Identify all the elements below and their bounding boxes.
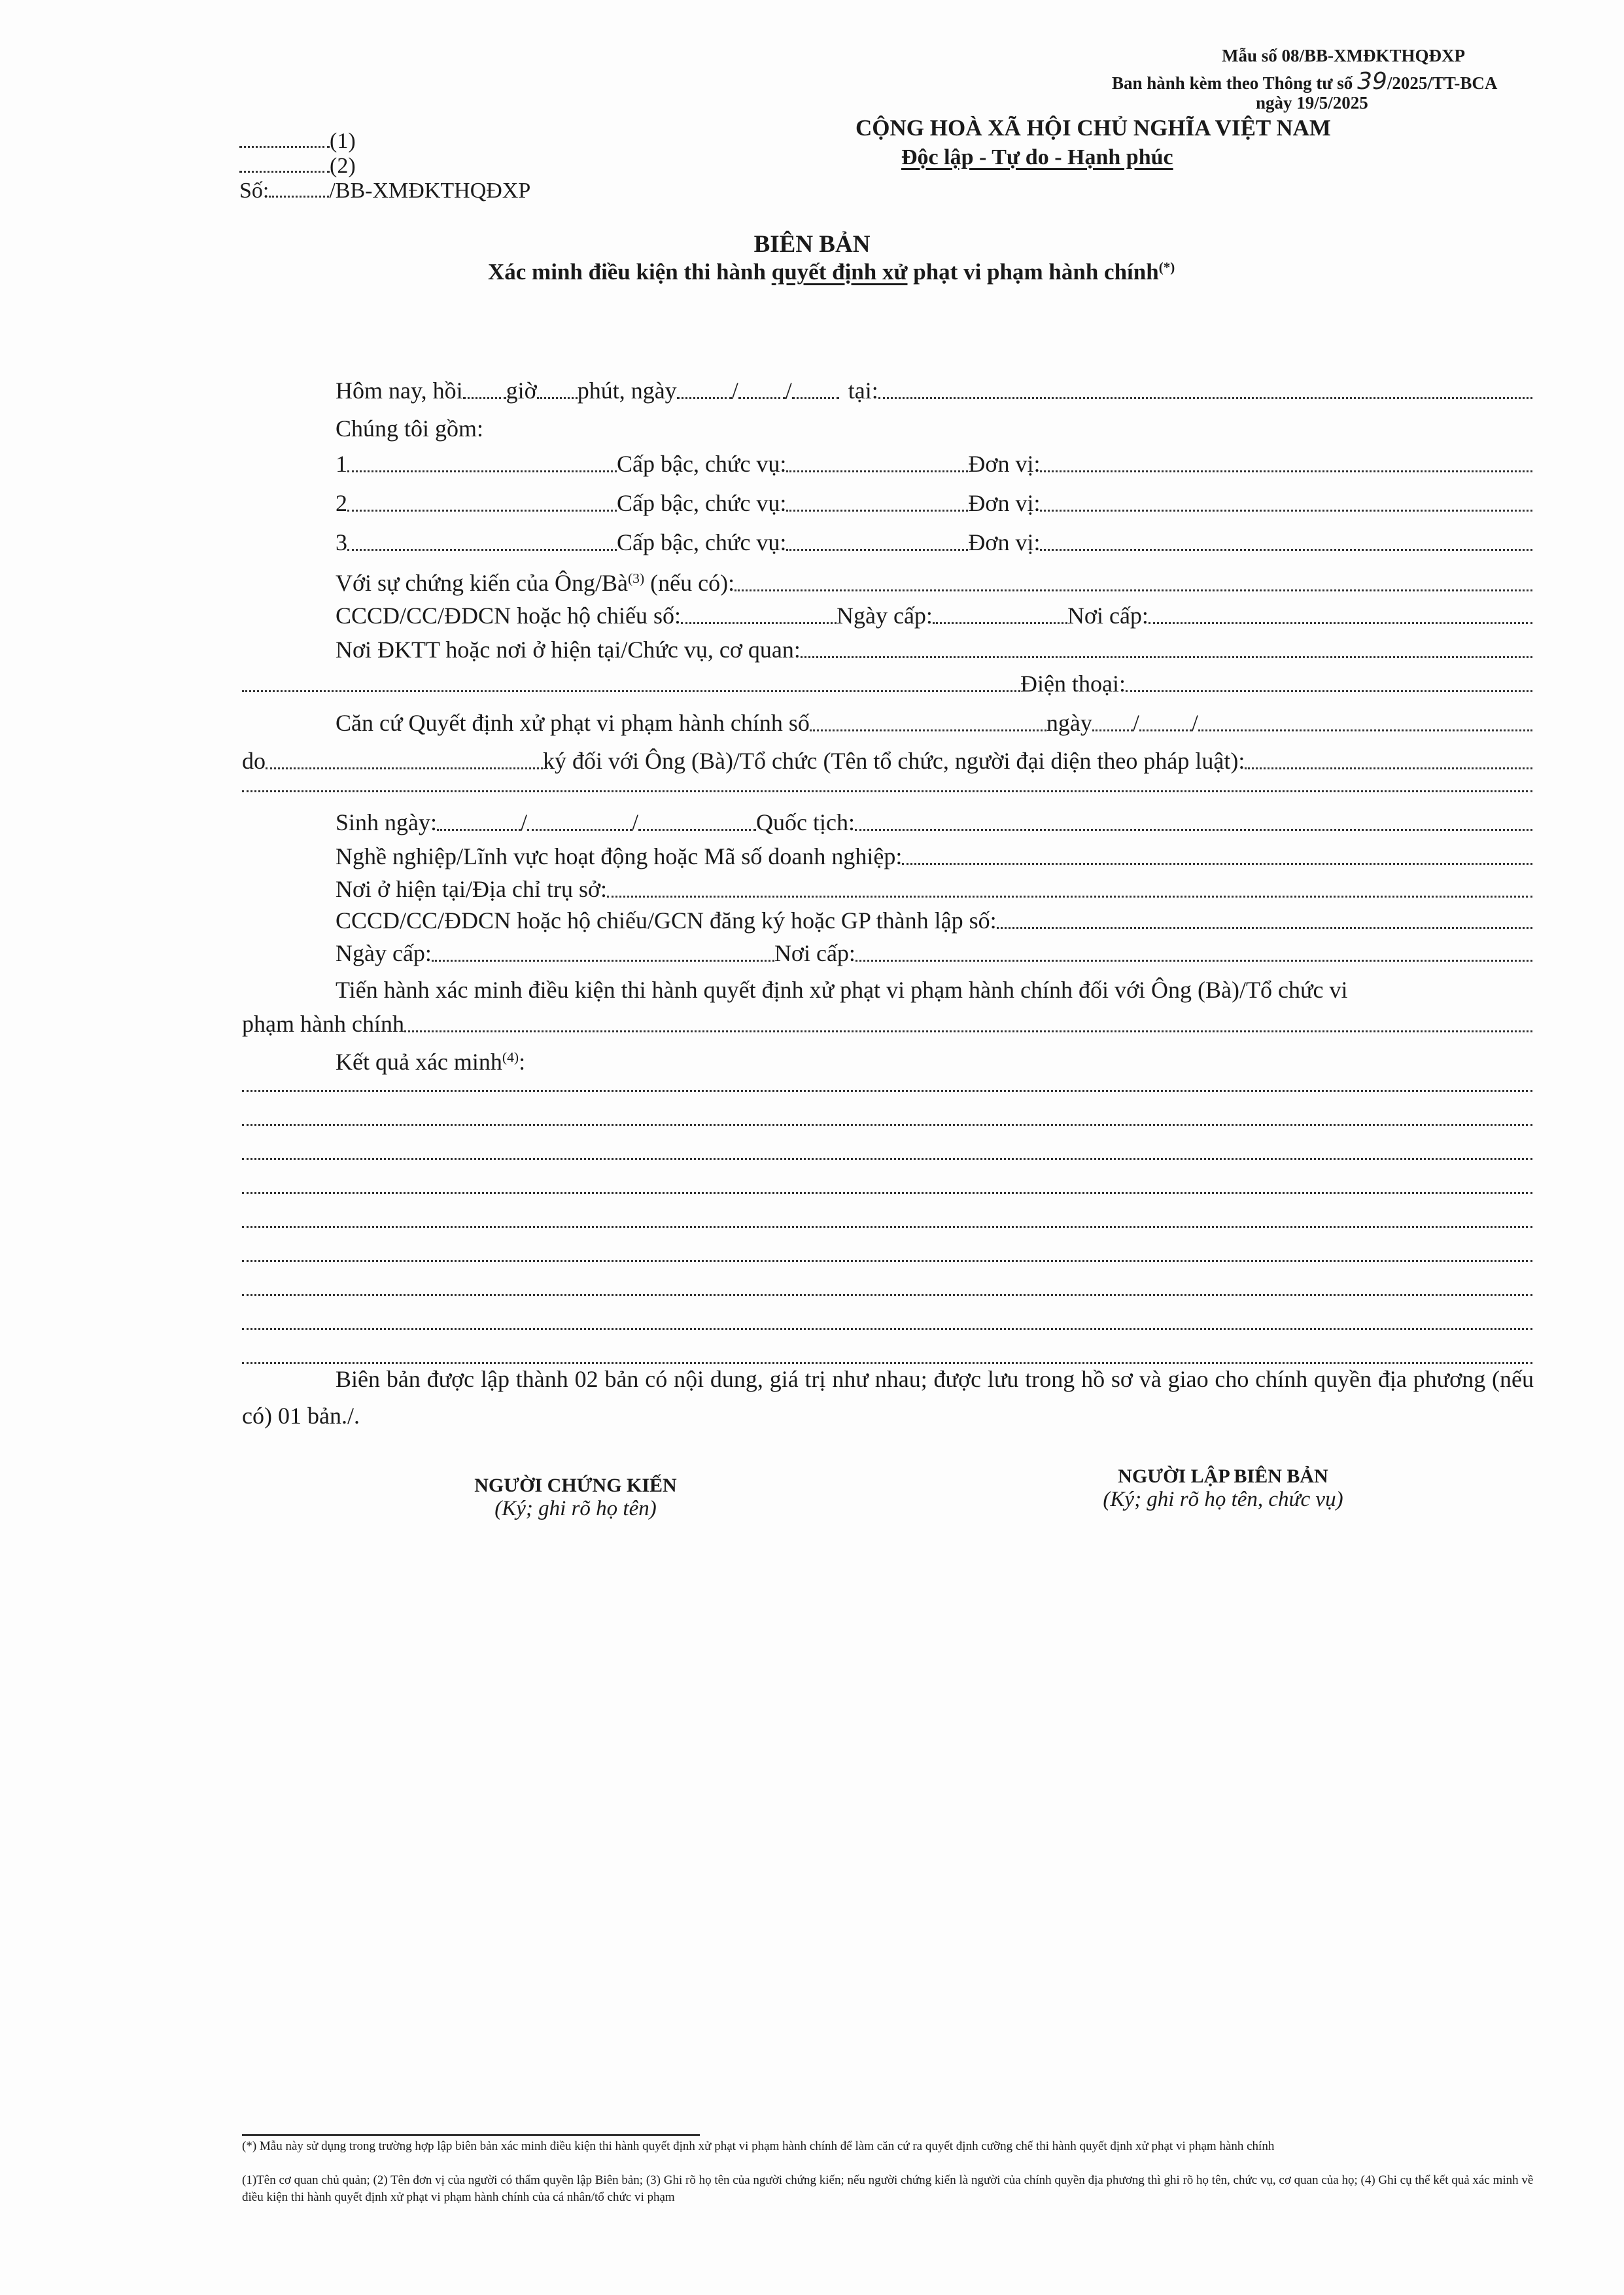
field-year[interactable] (792, 397, 839, 399)
document-number (239, 178, 530, 204)
label-dob-slash-2: / (632, 809, 639, 835)
row-member-2 (336, 484, 1532, 517)
label-today: Hôm nay, hồi (336, 377, 463, 404)
result-footnote-mark: (4) (502, 1049, 519, 1066)
row-registration (336, 902, 1532, 934)
label-members: Chúng tôi gồm: (336, 415, 484, 442)
footnote-numbered: (1)Tên cơ quan chủ quản; (2) Tên đơn vị của người có thẩm quyền lập Biên bản; (3) Ghi rõ họ tên của người chứng kiến; nếu người chứng kiến là người của chính quyền địa phương thì ghi rõ họ tên, chức vụ, cơ quan của họ; (4) Ghi cụ thể kết quả xác minh về điều kiện thi hành quyết định xử phạt vi phạm hành chính của cá nhân/tổ chức vi phạm (242, 2173, 1534, 2204)
field-witness-issue-place[interactable] (1149, 622, 1532, 624)
row-witness-id (336, 597, 1532, 629)
field-member-1-name[interactable] (347, 470, 617, 472)
agency-ref-2: (2) (330, 154, 356, 178)
label-member-3-rank: Cấp bậc, chức vụ: (617, 529, 787, 555)
field-witness-name[interactable] (734, 589, 1532, 591)
row-address (336, 870, 1532, 903)
field-dob-month[interactable] (527, 829, 632, 831)
label-decision: Căn cứ Quyết định xử phạt vi phạm hành chính số (336, 710, 810, 736)
field-reg-issue-date[interactable] (432, 960, 774, 962)
field-violator-name-cont[interactable] (242, 790, 1532, 792)
field-witness-issue-date[interactable] (933, 622, 1067, 624)
field-result-line-3[interactable] (242, 1158, 1532, 1160)
subtitle-part-1: Xác minh điều kiện thi hành (488, 259, 772, 285)
form-ref-prefix: Ban hành kèm theo Thông tư số (1112, 73, 1358, 93)
label-witness-residence: Nơi ĐKTT hoặc nơi ở hiện tại/Chức vụ, cơ quan: (336, 637, 801, 663)
agency-dots-1 (239, 129, 330, 148)
field-result-line-6[interactable] (242, 1260, 1532, 1262)
label-result (336, 1048, 525, 1076)
label-signed-for: ký đối với Ông (Bà)/Tổ chức (Tên tổ chức, người đại diện theo pháp luật): (543, 748, 1245, 774)
agency-dots-2 (239, 154, 330, 173)
maker-signature-block (1053, 1465, 1393, 1512)
maker-signature-note: (Ký; ghi rõ họ tên, chức vụ) (1103, 1488, 1343, 1511)
field-reg-issue-place[interactable] (855, 960, 1532, 962)
label-nationality: Quốc tịch: (756, 809, 855, 835)
label-member-3-unit: Đơn vị: (968, 529, 1041, 555)
label-dob: Sinh ngày: (336, 809, 438, 835)
label-registration: CCCD/CC/ĐDCN hoặc hộ chiếu/GCN đăng ký hoặc GP thành lập số: (336, 907, 997, 934)
label-slash-1: / (731, 377, 738, 404)
field-month[interactable] (738, 397, 786, 399)
text-proceed-line-1: Tiến hành xác minh điều kiện thi hành quyết định xử phạt vi phạm hành chính đối với Ông (Bà)/Tổ chức vi (336, 977, 1348, 1003)
footnote-star: (*) Mẫu này sử dụng trong trường hợp lập biên bản xác minh điều kiện thi hành quyết định xử phạt vi phạm hành chính để làm căn cứ ra quyết định cưỡng chế thi hành quyết định xử phạt vi phạm hành chính (242, 2139, 1275, 2153)
field-occupation[interactable] (902, 863, 1532, 865)
label-result-text: Kết quả xác minh (336, 1049, 502, 1075)
field-witness-residence-cont[interactable] (242, 690, 1020, 692)
field-place[interactable] (878, 397, 1532, 399)
label-address: Nơi ở hiện tại/Địa chỉ trụ sở: (336, 876, 608, 902)
maker-signature-title: NGƯỜI LẬP BIÊN BẢN (1118, 1465, 1328, 1487)
row-witness (336, 564, 1532, 597)
row-member-1 (336, 445, 1532, 478)
label-witness-issue-date: Ngày cấp: (837, 603, 933, 629)
field-day[interactable] (677, 397, 732, 399)
agency-ref-1: (1) (330, 129, 356, 153)
label-member-1: 1 (336, 451, 347, 477)
subtitle-footnote-mark: (*) (1158, 259, 1175, 275)
field-result-line-2[interactable] (242, 1124, 1532, 1126)
field-minute[interactable] (537, 397, 578, 399)
label-witness (336, 569, 734, 597)
field-dob-day[interactable] (437, 829, 521, 831)
field-registration-number[interactable] (997, 927, 1532, 929)
subtitle-underlined-part: quyết định xử (771, 259, 908, 285)
agency-line-2 (239, 153, 356, 179)
label-member-3: 3 (336, 529, 347, 555)
label-witness-id: CCCD/CC/ĐDCN hoặc hộ chiếu số: (336, 603, 681, 629)
field-member-3-unit[interactable] (1040, 549, 1532, 551)
field-result-line-5[interactable] (242, 1226, 1532, 1228)
field-result-line-1[interactable] (242, 1090, 1532, 1092)
field-member-2-unit[interactable] (1040, 510, 1532, 512)
label-witness-if-any: (nếu có): (644, 570, 735, 596)
row-witness-residence (336, 631, 1532, 663)
row-proceed-1 (336, 971, 1532, 1004)
field-violator-name[interactable] (1245, 767, 1532, 769)
label-slash-2: / (785, 377, 792, 404)
field-member-1-unit[interactable] (1040, 470, 1532, 472)
form-reference (1112, 68, 1497, 95)
field-address[interactable] (607, 896, 1532, 898)
field-witness-residence[interactable] (801, 656, 1532, 658)
field-member-1-rank[interactable] (786, 470, 968, 472)
field-decision-month[interactable] (1139, 729, 1192, 731)
field-hour[interactable] (463, 397, 506, 399)
label-occupation: Nghề nghiệp/Lĩnh vực hoạt động hoặc Mã số doanh nghiệp: (336, 843, 903, 869)
field-witness-id[interactable] (681, 622, 837, 624)
row-decision (336, 704, 1532, 737)
label-hour: giờ (506, 377, 537, 404)
row-time-place (336, 372, 1532, 404)
label-decision-date: ngày (1046, 710, 1092, 736)
field-nationality[interactable] (855, 829, 1532, 831)
field-result-line-7[interactable] (242, 1294, 1532, 1296)
form-code: Mẫu số 08/BB-XMĐKTHQĐXP (1221, 46, 1465, 65)
agency-line-1 (239, 128, 356, 154)
row-proceed-2 (242, 1005, 1532, 1038)
row-member-3 (336, 523, 1532, 556)
row-result-heading (336, 1043, 1532, 1076)
text-proceed-line-2: phạm hành chính (242, 1011, 404, 1037)
document-number-label: Số: (239, 179, 269, 203)
closing-paragraph: Biên bản được lập thành 02 bản có nội dung, giá trị như nhau; được lưu trong hồ sơ và giao cho chính quyền địa phương (nếu có) 01 bản./. (242, 1366, 1534, 1429)
field-dob-year[interactable] (638, 829, 756, 831)
field-result-line-8[interactable] (242, 1328, 1532, 1330)
label-dob-slash-1: / (521, 809, 528, 835)
field-decision-year[interactable] (1198, 729, 1532, 731)
row-registration-issue (336, 934, 1532, 967)
label-member-2: 2 (336, 490, 347, 516)
field-decision-number[interactable] (810, 729, 1046, 731)
field-member-3-rank[interactable] (786, 549, 968, 551)
field-member-3-name[interactable] (347, 549, 617, 551)
form-ref-suffix: /2025/TT-BCA (1387, 73, 1498, 93)
form-ref-handwritten-number: 39 (1357, 68, 1387, 95)
label-minute-day: phút, ngày (577, 377, 677, 404)
field-decision-signer[interactable] (266, 767, 543, 769)
label-by: do (242, 748, 266, 774)
label-result-colon: : (519, 1049, 526, 1075)
label-reg-issue-date: Ngày cấp: (336, 940, 432, 966)
document-number-dots (269, 179, 329, 198)
label-witness-text: Với sự chứng kiến của Ông/Bà (336, 570, 628, 596)
field-decision-day[interactable] (1092, 729, 1133, 731)
national-motto: Độc lập - Tự do - Hạnh phúc (901, 145, 1173, 169)
country-name: CỘNG HOÀ XÃ HỘI CHỦ NGHĨA VIỆT NAM (855, 115, 1331, 141)
field-member-2-rank[interactable] (786, 510, 968, 512)
document-subtitle (488, 259, 1175, 285)
document-title: BIÊN BẢN (753, 231, 871, 258)
witness-signature-note: (Ký; ghi rõ họ tên) (494, 1497, 657, 1520)
field-violation[interactable] (404, 1030, 1532, 1032)
row-occupation (336, 837, 1532, 870)
witness-footnote-mark: (3) (627, 570, 645, 587)
label-decision-slash-1: / (1132, 710, 1139, 736)
row-members-heading (336, 410, 1532, 442)
label-witness-issue-place: Nơi cấp: (1067, 603, 1149, 629)
subtitle-part-2: phạt vi phạm hành chính (907, 259, 1159, 285)
footnote-divider (242, 2134, 700, 2136)
row-witness-phone (242, 665, 1532, 697)
label-member-2-rank: Cấp bậc, chức vụ: (617, 490, 787, 516)
witness-signature-block (406, 1475, 746, 1521)
row-decision-signer (242, 742, 1532, 775)
label-member-2-unit: Đơn vị: (968, 490, 1041, 516)
witness-signature-title: NGƯỜI CHỨNG KIẾN (474, 1475, 677, 1496)
form-issue-date: ngày 19/5/2025 (1256, 93, 1368, 113)
label-witness-phone: Điện thoại: (1020, 671, 1126, 697)
row-dob (336, 803, 1532, 836)
document-number-suffix: /BB-XMĐKTHQĐXP (329, 179, 531, 203)
field-witness-phone[interactable] (1126, 690, 1532, 692)
label-decision-slash-2: / (1191, 710, 1198, 736)
field-result-line-4[interactable] (242, 1192, 1532, 1194)
label-member-1-unit: Đơn vị: (968, 451, 1041, 477)
field-member-2-name[interactable] (347, 510, 617, 512)
label-reg-issue-place: Nơi cấp: (774, 940, 855, 966)
label-member-1-rank: Cấp bậc, chức vụ: (617, 451, 787, 477)
label-at: tại: (848, 377, 878, 404)
